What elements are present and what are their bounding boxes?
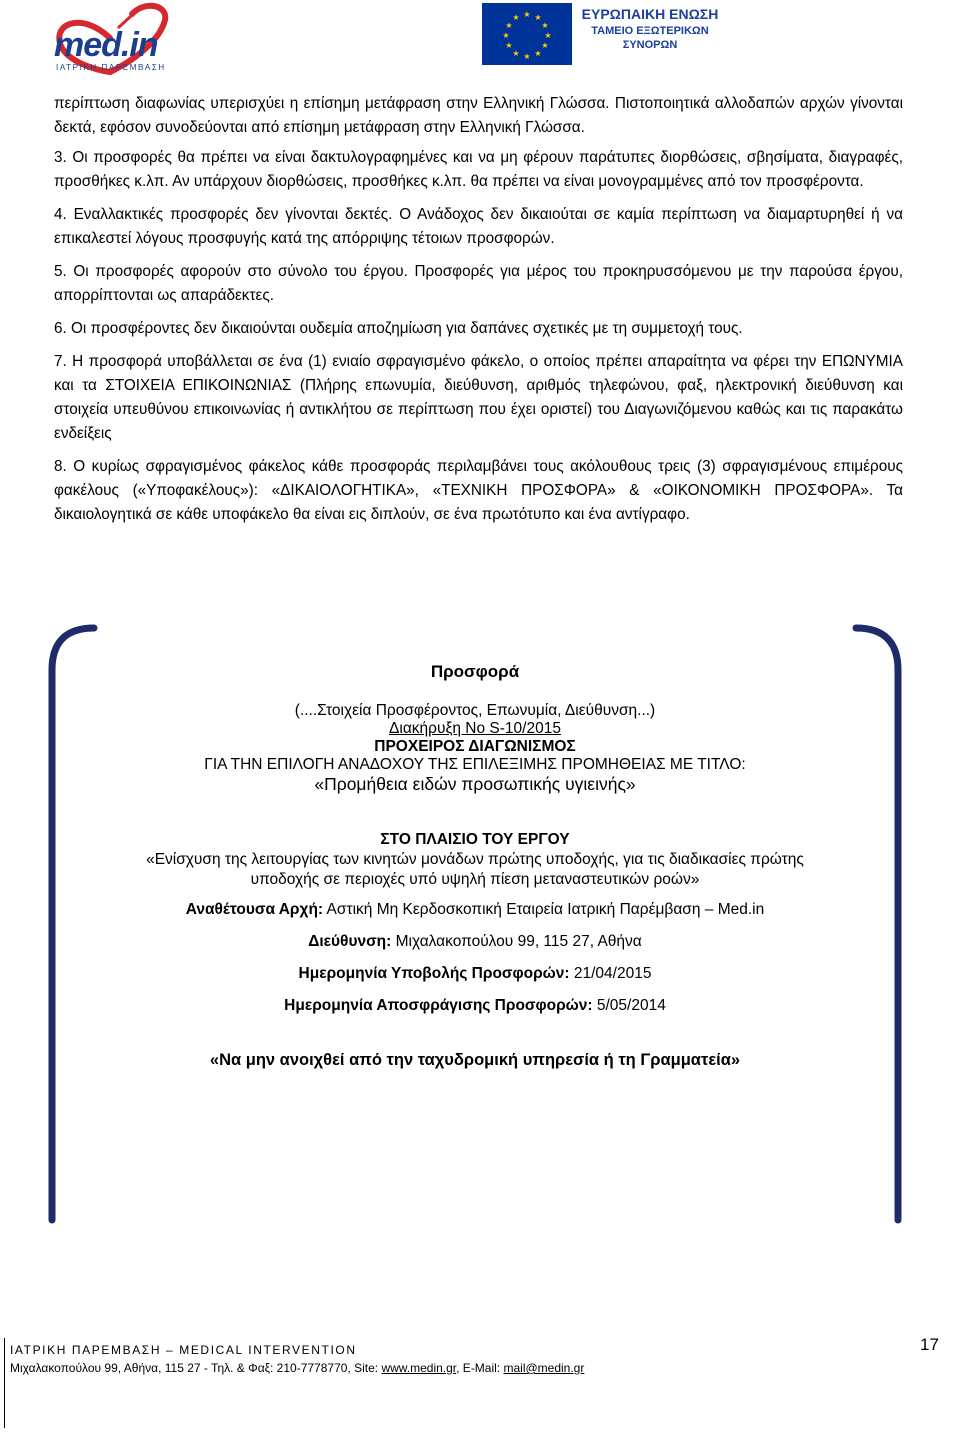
footer-address: Μιχαλακοπούλου 99, Αθήνα, 115 27 - Τηλ. & Φαξ: 210-7778770, Site:: [10, 1361, 382, 1375]
svg-text:★: ★: [523, 10, 531, 19]
submission-label: Ημερομηνία Υποβολής Προσφορών:: [298, 965, 570, 982]
supply-title: «Προμήθεια ειδών προσωπικής υγιεινής»: [314, 774, 636, 794]
svg-text:★: ★: [541, 21, 549, 30]
eu-flag-icon: [482, 3, 572, 65]
opening-value: 5/05/2014: [592, 997, 666, 1014]
svg-text:★: ★: [541, 41, 549, 50]
project-line-2: υποδοχής σε περιοχές υπό υψηλή πίεση μεταναστευτικών ροών»: [250, 871, 700, 888]
paragraph-8: 8. Ο κυρίως σφραγισμένος φάκελος κάθε προσφοράς περιλαμβάνει τους ακόλουθους τρεις (3) σφραγισμένους επιμέρους φακέλους («Υποφακέλους»): «ΔΙΚΑΙΟΛΟΓΗΤΙΚΑ», «ΤΕΧΝΙΚΗ ΠΡΟΣΦΟΡΑ» & «ΟΙΚΟΝΟΜΙΚΗ ΠΡΟΣΦΟΡΑ». Τα δικαιολογητικά σε κάθε υποφάκελο θα είναι εις διπλούν, σε ένα πρωτότυπο και ένα αντίγραφο.: [54, 458, 903, 523]
svg-text:★: ★: [502, 31, 510, 40]
footer-divider: [4, 1338, 5, 1428]
paragraph-4: 4. Εναλλακτικές προσφορές δεν γίνονται δεκτές. Ο Ανάδοχος δεν δικαιούται σε καμία περίπτωση να διαμαρτυρηθεί ή να επικαλεστεί λόγους προσφυγής κατά της απόρριψης τέτοιων προσφορών.: [54, 206, 903, 247]
footer-organization: ΙΑΤΡΙΚΗ ΠΑΡΕΜΒΑΣΗ – MEDICAL INTERVENTION: [10, 1343, 357, 1357]
footer-contact: [10, 1361, 584, 1375]
do-not-open-warning: «Να μην ανοιχθεί από την ταχυδρομική υπηρεσία ή τη Γραμματεία»: [209, 1051, 741, 1069]
opening-label: Ημερομηνία Αποσφράγισης Προσφορών:: [284, 997, 593, 1014]
project-line-1: «Ενίσχυση της λειτουργίας των κινητών μονάδων πρώτης υποδοχής, για τις διαδικασίες πρώτης: [146, 851, 804, 868]
notice-number: [44, 720, 906, 738]
page-header: [0, 0, 960, 78]
svg-text:★: ★: [505, 21, 513, 30]
authority-label: Αναθέτουσα Αρχή:: [185, 901, 324, 918]
selection-line: ΓΙΑ ΤΗΝ ΕΠΙΛΟΓΗ ΑΝΑΔΟΧΟΥ ΤΗΣ ΕΠΙΛΕΞΙΜΗΣ ΠΡΟΜΗΘΕΙΑΣ ΜΕ ΤΙΤΛΟ:: [204, 756, 746, 773]
contracting-authority: [44, 901, 906, 919]
address-line: [44, 933, 906, 951]
svg-text:★: ★: [505, 41, 513, 50]
paragraph-7: 7. Η προσφορά υποβάλλεται σε ένα (1) ενιαίο σφραγισμένο φάκελο, ο οποίος πρέπει απαραίτητα να φέρει την ΕΠΩΝΥΜΙΑ και τα ΣΤΟΙΧΕΙΑ ΕΠΙΚΟΙΝΩΝΙΑΣ (Πλήρης επωνυμία, διεύθυνση, αριθμός τηλεφώνου, φαξ, ηλεκτρονική διεύθυνση και στοιχεία υπευθύνου επικοινωνίας ή αντικλήτου σε περίπτωση που έχει οριστεί) του Διαγωνιζόμενου καθώς και τις παρακάτω ενδείξεις: [54, 353, 903, 442]
email-link[interactable]: mail@medin.gr: [503, 1361, 585, 1375]
eu-title: ΕΥΡΩΠΑΙΚΗ ΕΝΩΣΗ: [581, 6, 719, 22]
eu-fund-line1: ΤΑΜΕΙΟ ΕΞΩΤΕΡΙΚΩΝ: [591, 25, 709, 37]
paragraph-5: 5. Οι προσφορές αφορούν στο σύνολο του έργου. Προσφορές για μέρος του προκηρυσσόμενου με την παρούσα έργου, απορρίπτονται ως απαράδεκτες.: [54, 263, 903, 304]
address-label: Διεύθυνση:: [308, 933, 392, 950]
medin-logo: [40, 0, 220, 75]
submission-value: 21/04/2015: [569, 965, 652, 982]
page-footer: [0, 1330, 960, 1434]
bidder-details: (....Στοιχεία Προσφέροντος, Επωνυμία, Διεύθυνση...): [294, 702, 656, 719]
svg-text:★: ★: [523, 52, 531, 61]
opening-date: [44, 997, 906, 1015]
logo-wordmark: med.in: [54, 26, 158, 64]
site-link[interactable]: www.medin.gr: [381, 1361, 457, 1375]
svg-text:★: ★: [544, 31, 552, 40]
svg-text:★: ★: [512, 49, 520, 58]
eu-fund-label: [580, 6, 720, 51]
envelope-text: [44, 662, 906, 1070]
offer-title: Προσφορά: [430, 662, 520, 681]
terms-body: [54, 92, 903, 536]
svg-text:★: ★: [512, 13, 520, 22]
address-value: Μιχαλακοπούλου 99, 115 27, Αθήνα: [391, 933, 642, 950]
notice-text: Διακήρυξη Νο S-10/2015: [389, 720, 561, 737]
tender-type: ΠΡΟΧΕΙΡΟΣ ΔΙΑΓΩΝΙΣΜΟΣ: [374, 738, 576, 755]
project-heading: ΣΤΟ ΠΛΑΙΣΙΟ ΤΟΥ ΕΡΓΟΥ: [380, 831, 570, 848]
submission-date: [44, 965, 906, 983]
page-number: 17: [920, 1335, 939, 1354]
envelope-label-box: [44, 620, 906, 1270]
svg-text:★: ★: [534, 13, 542, 22]
paragraph-6: 6. Οι προσφέροντες δεν δικαιούνται ουδεμία αποζημίωση για δαπάνες σχετικές με τη συμμετοχή τους.: [54, 320, 743, 337]
eu-fund-line2: ΣΥΝΟΡΩΝ: [622, 39, 678, 51]
paragraph-3: 3. Οι προσφορές θα πρέπει να είναι δακτυλογραφημένες και να μη φέρουν παράτυπες διορθώσεις, σβησίματα, διαγραφές, προσθήκες κ.λπ. Αν υπάρχουν διορθώσεις, προσθήκες κ.λπ. θα πρέπει να είναι μονογραμμένες από τον προσφέροντα.: [54, 149, 903, 190]
authority-value: Αστική Μη Κερδοσκοπική Εταιρεία Ιατρική Παρέμβαση – Med.in: [323, 901, 765, 918]
paragraph-continued: περίπτωση διαφωνίας υπερισχύει η επίσημη μετάφραση στην Ελληνική Γλώσσα. Πιστοποιητικά αλλοδαπών αρχών γίνονται δεκτά, εφόσον συνοδεύονται από επίσημη μετάφραση στην Ελληνική Γλώσσα.: [54, 95, 903, 136]
svg-text:★: ★: [534, 49, 542, 58]
email-prefix: , E-Mail:: [456, 1361, 504, 1375]
logo-subtitle: ΙΑΤΡΙΚΗ ΠΑΡΕΜΒΑΣΗ: [56, 63, 166, 72]
